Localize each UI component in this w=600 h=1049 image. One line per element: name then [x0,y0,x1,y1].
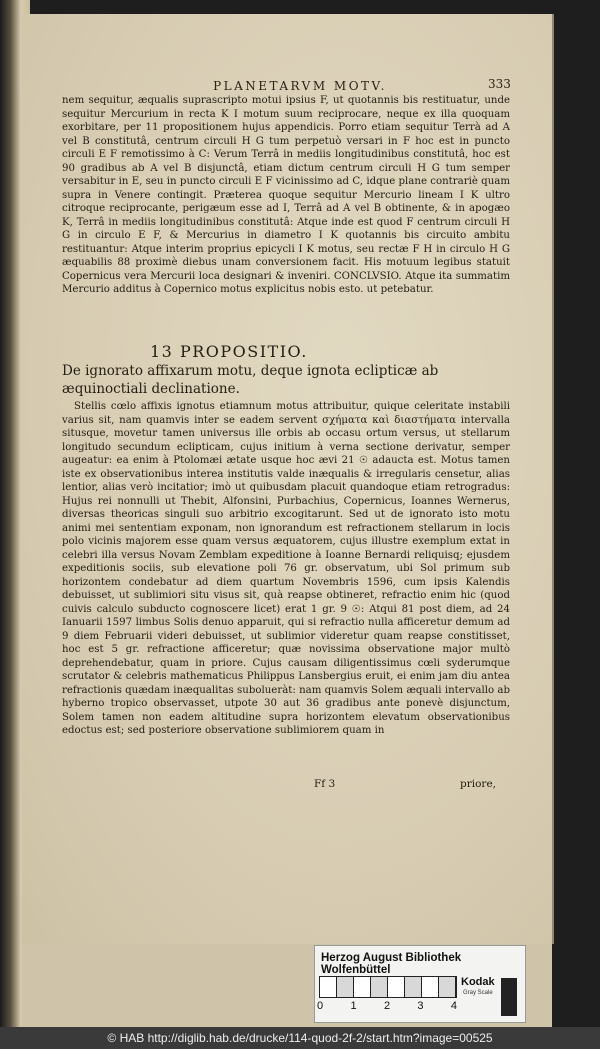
measurement-scale [319,976,457,998]
page-number: 333 [488,77,511,91]
scale-number: 2 [383,1000,391,1012]
signature-mark: Ff 3 [314,778,336,790]
gray-swatch [501,978,517,1016]
scale-numbers [317,1000,457,1012]
proposition-body [62,400,510,738]
scale-number: 1 [350,1000,357,1012]
gray-scale-caption: Gray Scale [463,990,493,996]
paragraph-continuation [62,94,510,297]
scale-number: 4 [450,1000,457,1012]
scale-number: 3 [417,1000,424,1012]
catchword: priore, [460,778,496,790]
copyright-footer: © HAB http://diglib.hab.de/drucke/114-quod-2f-2/start.htm?image=00525 [0,1027,600,1049]
paragraph-text: Stellis cœlo affixis ignotus etiamnum motus attribuitur, quique celeritate instabili varius sit, nam quamvis inter se eadem servent σχήματα καὶ διαστήματα intervalla situsque, movetur tamen universus ille orbis ab occasu ortum versus, ut stellarum longitudo secundum eclipticam, cujus initium à verna sectione derivatur, semper augeatur: ea enim à Ptolomæi ætate usque hoc ævi 21 ☉ adaucta est. Motus tamen iste ex observationibus interea institutis valde inæqualis & irregularis censetur, alias lentior, alias verò incitatior; imò ut quibusdam placuit quandoque etiam retrogradus: Hujus rei nonnulli ut Thebit, Alfonsini, Purbachius, Copernicus, Ioannes Wernerus, diversas theoricas singuli suo arbitrio excogitarunt. Sed ut de ignorato isto motu animi mei sententiam exponam, non ignorandum est refractionem stellarum in locis polo vicinis majorem esse quam versus æquatorem, cujus illustre exemplum extat in celebri illa versus Novam Zemblam expeditione à Ioanne Bernardi reliquisq; ejusdem expeditionis sociis, sub elevatione poli 76 gr. observatum, ubi Sol primum sub horizontem condebatur ad diem quartum Novembris 1596, cum ipsis Kalendis debuisset, ut sublimiori situ visus sit, quà reapse obtineret, refractio enim hic (quod cuivis calculo subducto cognoscere licet) erat 1 gr. 9 ☉: Atqui 81 post diem, ad 24 Ianuarii 1597 limbus Solis denuo apparuit, qui si refractio nulla afficeretur demum ad 9 diem Februarii videri debuisset, ut sublimior videretur quam reapse constitisset, hoc est 5 gr. refractione afficeretur; quæ novissima observatione major multò deprehendebatur, quam in priore. Cujus causam diligentissimus cœli syderumque scrutator & celebris mathematicus Philippus Lansbergius eruit, ei enim jam diu antea refractionis quædam inæqualitas subolueràt: nam quamvis Solem æquali intervallo ab hyberno tropico observasset, utpote 30 aut 36 gradibus ante ponevè disjunctum, Solem tamen non eadem altitudine supra horizontem elevatum observationibus edoctus est; sed posteriore observatione sublimiorem quam in [62,401,510,736]
library-color-target [314,945,526,1023]
proposition-subtitle: De ignorato affixarum motu, deque ignota eclipticæ ab æquinoctiali declinatione. [62,363,439,397]
library-name: Herzog August Bibliothek Wolfenbüttel [321,952,462,976]
running-head: PLANETARVM MOTV. [213,79,387,93]
paragraph-text: nem sequitur, æqualis suprascripto motui ipsius F, ut quotannis bis restituatur, unde sequitur Mercurium in recta K I motum suum reciprocare, neque ex illa quoquam exorbitare, per 11 propositionem hujus appendicis. Porro etiam sequitur Terrà ad A vel B constitutâ, centrum circuli H G tum perpetuò versari in F hoc est in puncto circuli E F remotissimo à C: Verum Terrâ in mediis longitudinibus constitutâ, hoc est 90 gradibus ab A vel B disjunctâ, etiam dictum centrum circuli H G tum semper versabitur in E, seu in puncto circuli E F vicinissimo ad C, idque plane contrariè quam supra in Venere contingit. Præterea quoque sequitur Mercurio lineam I K ultro citroque reciprocante, perigæum esse ad I, Terrâ ad A vel B obtinente, & in apogæo K, Terrâ in mediis longitudinibus constitutâ: Atque inde est quod F centrum circuli H G in circulo E F, & Mercurius in diametro I K quotannis bis circuito ambitu restituantur: Atque interim proprius epicycli I K motus, seu rectæ F H in circulo H G æquabilis 88 proximè diebus unam conversionem facit. His motuum legibus statuit Copernicus vera Mercurii loca designari & inveniri. CONCLVSIO. Atque ita summatim Mercurio additus à Copernico motus explicitus nobis esto. ut petebatur. [62,95,510,295]
kodak-logo: Kodak [461,976,495,988]
proposition-heading: 13 PROPOSITIO. [150,342,308,361]
scale-number: 0 [317,1000,324,1012]
